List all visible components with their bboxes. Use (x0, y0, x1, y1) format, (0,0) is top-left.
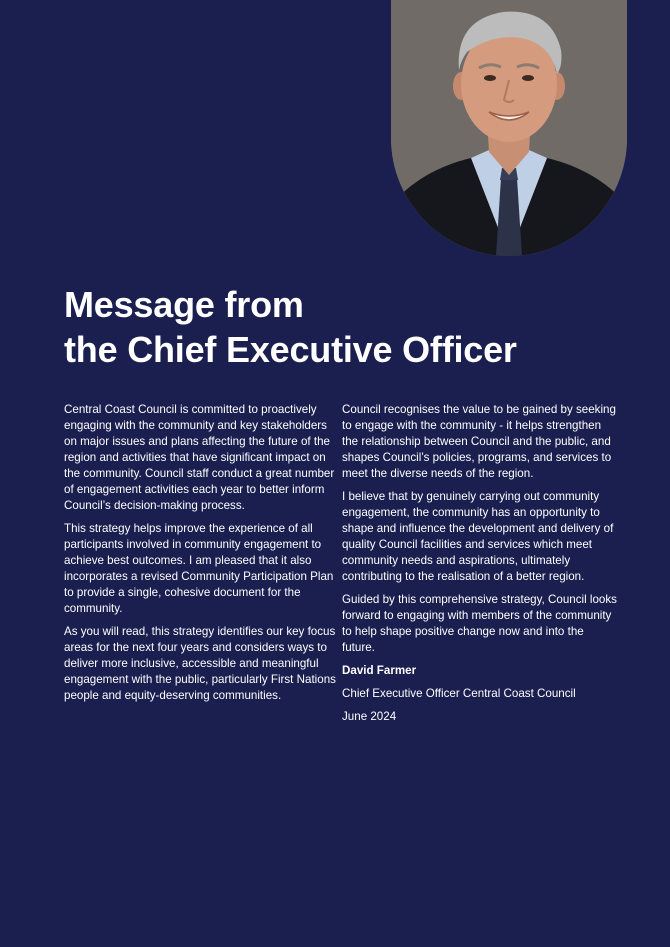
left-column (64, 402, 336, 711)
signature-name: David Farmer (342, 664, 417, 677)
paragraph: I believe that by genuinely carrying out community engagement, the community has an opportunity to shape and influence the development and delivery of quality Council facilities and services which meet community needs and aspirations, ultimately contributing to the realisation of a better region. (342, 490, 614, 583)
paragraph: Guided by this comprehensive strategy, Council looks forward to engaging with members of the community to help shape positive change now and into the future. (342, 593, 617, 654)
right-column (342, 402, 618, 732)
paragraph: Council recognises the value to be gained by seeking to engage with the community - it helps strengthen the relationship between Council and the public, and shapes Council’s policies, programs, and services to meet the diverse needs of the region. (342, 403, 616, 480)
title-line-1: Message from (64, 284, 304, 325)
paragraph: As you will read, this strategy identifies our key focus areas for the next four years and considers ways to deliver more inclusive, accessible and meaningful engagement with the public, particularly First Nations people and equity-deserving communities. (64, 625, 336, 702)
title-line-2: the Chief Executive Officer (64, 329, 517, 370)
signature-block (342, 663, 618, 725)
paragraph: This strategy helps improve the experience of all participants involved in community engagement to achieve best outcomes. I am pleased that it also incorporates a revised Community Participation Plan to provide a single, cohesive document for the community. (64, 522, 334, 615)
signature-date: June 2024 (342, 710, 397, 723)
portrait-image (391, 0, 627, 256)
page-title (64, 282, 624, 372)
paragraph: Central Coast Council is committed to proactively engaging with the community and key stakeholders on major issues and plans affecting the future of the region and activities that have significant impact on the community. Council staff conduct a great number of engagement activities each year to better inform Council’s decision-making process. (64, 403, 335, 512)
ceo-portrait (391, 0, 627, 256)
signature-role: Chief Executive Officer Central Coast Council (342, 687, 576, 700)
